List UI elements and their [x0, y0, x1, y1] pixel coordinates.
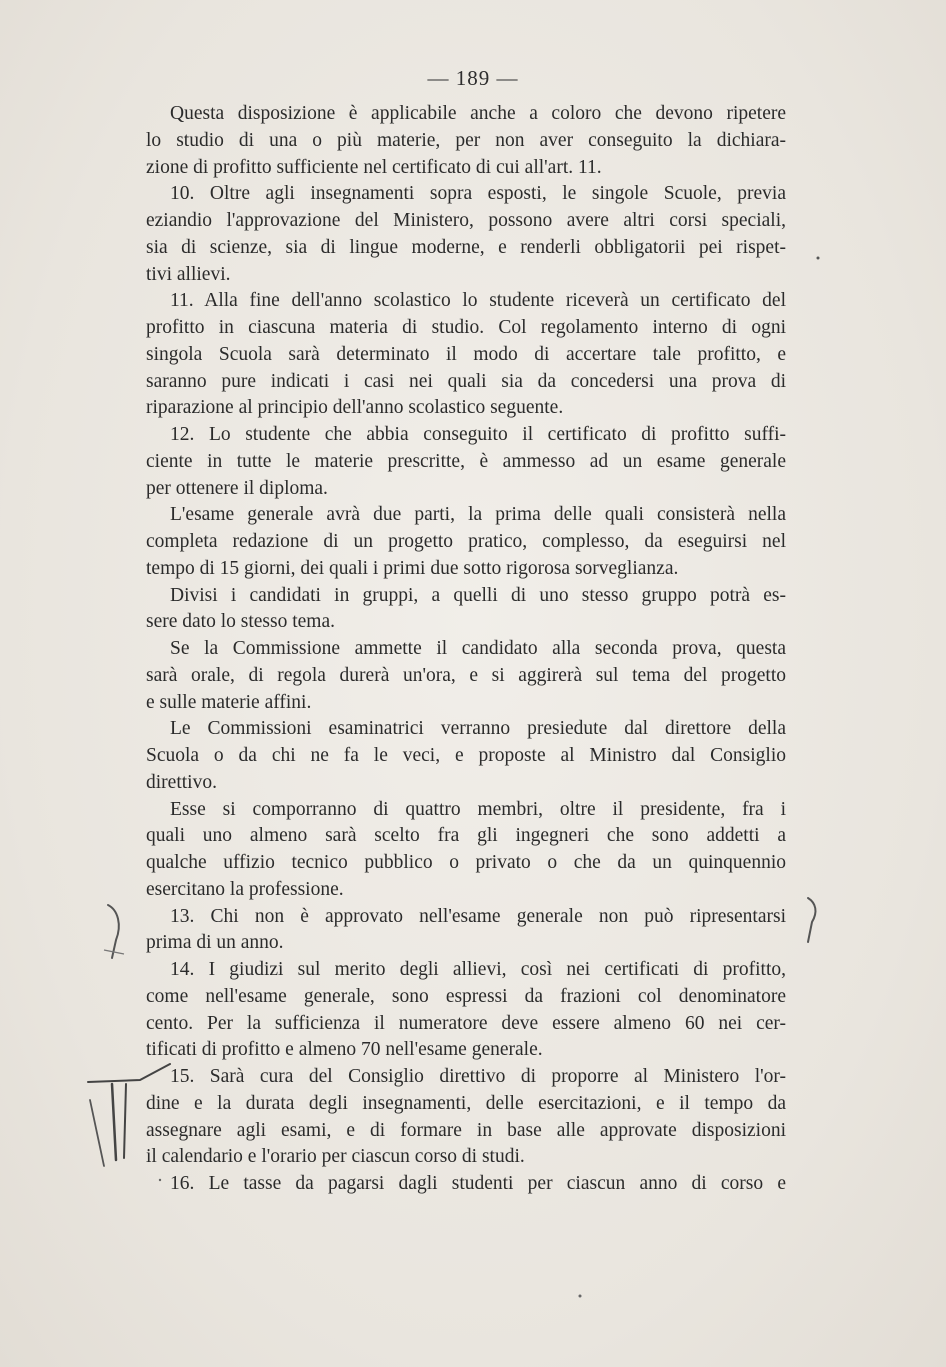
- text-line: singola Scuola sarà determinato il modo di accertare tale profitto, e: [146, 343, 786, 365]
- text-line: profitto in ciascuna materia di studio. Col regolamento interno di ogni: [146, 317, 786, 338]
- text-line: come nell'esame generale, sono espressi da frazioni col denominatore: [146, 985, 786, 1007]
- text-line: quali uno almeno sarà scelto fra gli ingegneri che sono addetti a: [146, 825, 786, 847]
- text-line: 16. Le tasse da pagarsi dagli studenti per ciascun anno di corso e: [170, 1173, 786, 1194]
- text-line: Le Commissioni esaminatrici verranno presiedute dal direttore della: [170, 718, 786, 740]
- text-line: L'esame generale avrà due parti, la prima delle quali consisterà nella: [170, 504, 786, 526]
- text-line: assegnare agli esami, e di formare in base alle approvate disposizioni: [146, 1119, 786, 1141]
- text-line: ciente in tutte le materie prescritte, è ammesso ad un esame generale: [146, 450, 786, 472]
- text-line: prima di un anno.: [146, 932, 284, 954]
- text-line: esercitano la professione.: [146, 878, 344, 900]
- text-line: 14. I giudizi sul merito degli allievi, così nei certificati di profitto,: [170, 959, 786, 980]
- text-line: sere dato lo stesso tema.: [146, 611, 335, 633]
- text-line: dine e la durata degli insegnamenti, delle esercitazioni, e il tempo da: [146, 1092, 786, 1114]
- text-line: sia di scienze, sia di lingue moderne, e renderli obbligatorii pei rispet-: [146, 236, 786, 258]
- text-line: eziandio l'approvazione del Ministero, possono avere altri corsi speciali,: [146, 210, 786, 231]
- text-line: 15. Sarà cura del Consiglio direttivo di proporre al Ministero l'or-: [170, 1066, 786, 1087]
- text-line: Esse si comporranno di quattro membri, oltre il presidente, fra i: [170, 798, 786, 820]
- text-line: Divisi i candidati in gruppi, a quelli di uno stesso gruppo potrà es-: [170, 584, 786, 606]
- text-line: sarà orale, di regola durerà un'ora, e si aggirerà sul tema del progetto: [146, 664, 786, 686]
- text-line: riparazione al principio dell'anno scolastico seguente.: [146, 397, 564, 419]
- text-line: direttivo.: [146, 771, 217, 793]
- text-line: per ottenere il diploma.: [146, 477, 328, 499]
- text-line: cento. Per la sufficienza il numeratore deve essere almeno 60 nei cer-: [146, 1012, 786, 1034]
- text-line: tivi allievi.: [146, 263, 231, 285]
- text-line: 12. Lo studente che abbia conseguito il certificato di profitto suffi-: [170, 424, 786, 445]
- page-number: — 189 —: [427, 66, 519, 90]
- text-line: saranno pure indicati i casi nei quali sia da concedersi una prova di: [146, 370, 786, 392]
- text-line: completa redazione di un progetto pratico, complesso, da eseguirsi nel: [146, 531, 786, 552]
- text-line: Scuola o da chi ne fa le veci, e proposte al Ministro dal Consiglio: [146, 745, 786, 766]
- text-line: Questa disposizione è applicabile anche a coloro che devono ripetere: [170, 103, 786, 124]
- text-line: 13. Chi non è approvato nell'esame generale non può ripresentarsi: [170, 905, 786, 927]
- body-text: [146, 101, 786, 1198]
- text-line: tempo di 15 giorni, dei quali i primi due sotto rigorosa sorveglianza.: [146, 557, 679, 579]
- text-line: il calendario e l'orario per ciascun corso di studi.: [146, 1146, 525, 1168]
- text-line: qualche uffizio tecnico pubblico o privato o che da un quinquennio: [146, 852, 786, 873]
- text-line: Se la Commissione ammette il candidato alla seconda prova, questa: [170, 638, 786, 659]
- text-line: 11. Alla fine dell'anno scolastico lo studente riceverà un certificato del: [170, 290, 786, 312]
- text-line: tificati di profitto e almeno 70 nell'esame generale.: [146, 1039, 543, 1061]
- text-line: 10. Oltre agli insegnamenti sopra esposti, le singole Scuole, previa: [170, 183, 786, 205]
- text-line: zione di profitto sufficiente nel certificato di cui all'art. 11.: [146, 156, 602, 178]
- text-line: lo studio di una o più materie, per non aver conseguito la dichiara-: [146, 129, 786, 151]
- text-line: e sulle materie affini.: [146, 691, 312, 713]
